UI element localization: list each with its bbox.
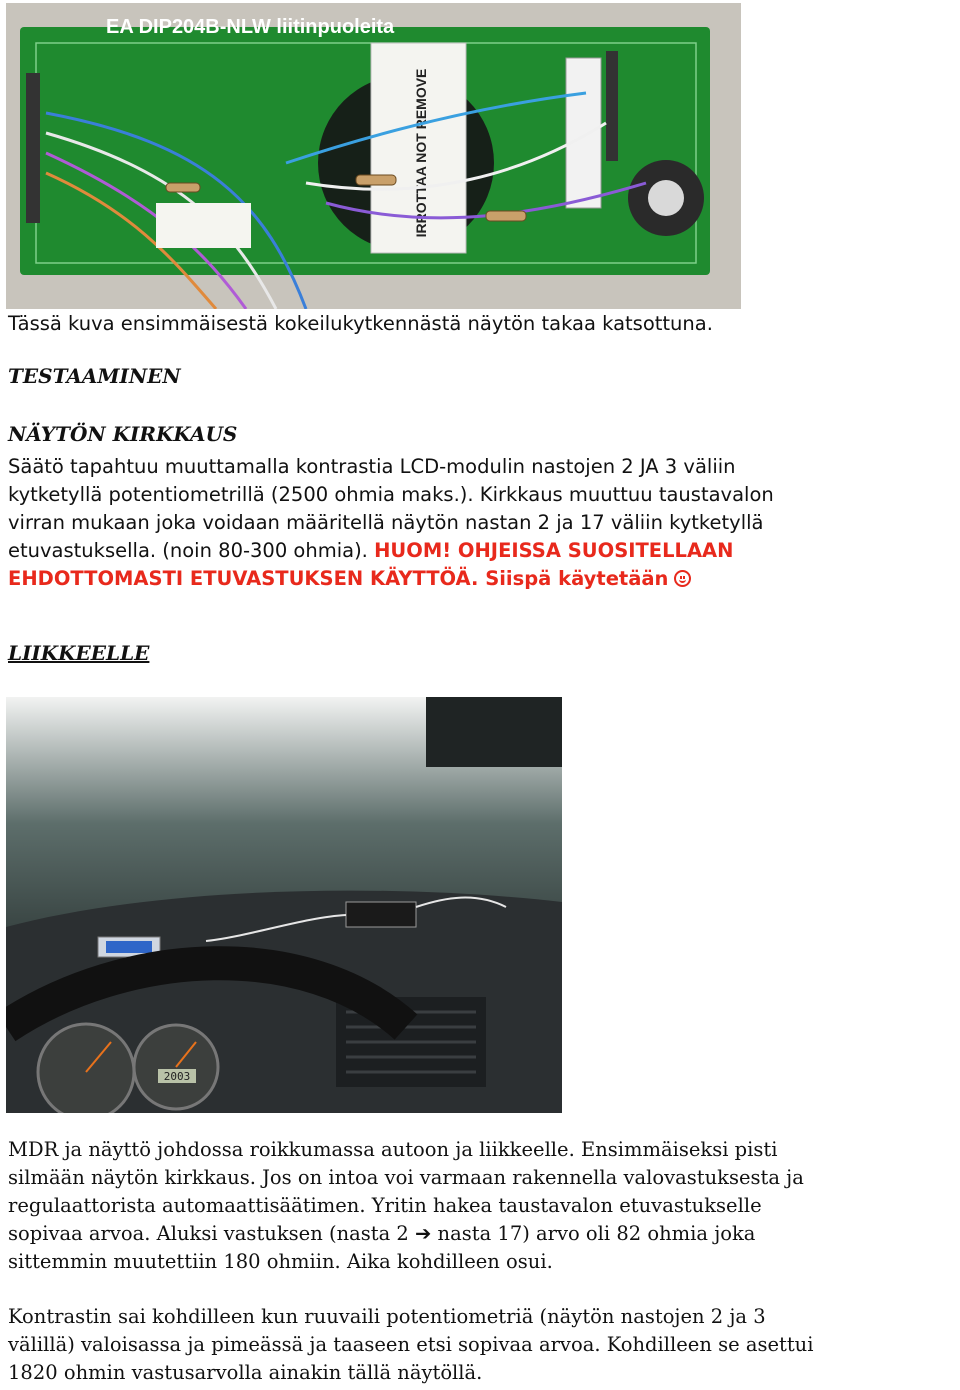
brightness-line: etuvastuksella. (noin 80-300 ohmia).: [8, 539, 375, 562]
pcb-caption: Tässä kuva ensimmäisestä kokeilukytkennästä näytön takaa katsottuna.: [8, 312, 713, 335]
warning-text: EHDOTTOMASTI ETUVASTUKSEN KÄYTTÖÄ. Siispä käytetään: [8, 567, 669, 590]
pcb-illustration: [6, 3, 741, 309]
motion-line: sittemmin muutettiin 180 ohmiin. Aika kohdilleen osui.: [8, 1250, 553, 1273]
heading-motion: LIIKKEELLE: [8, 641, 150, 665]
car-illustration: [6, 697, 562, 1113]
contrast-line: välillä) valoisassa ja pimeässä ja taaseen etsi sopivaa arvoa. Kohdilleen se asettui: [8, 1333, 814, 1356]
brightness-line-with-warning: [8, 539, 733, 562]
motion-line: regulaattorista automaattisäätimen. Yritin hakea taustavalon etuvastukselle: [8, 1194, 762, 1217]
brightness-line: kytketyllä potentiometrillä (2500 ohmia maks.). Kirkkaus muuttuu taustavalon: [8, 483, 774, 506]
warning-text: HUOM! OHJEISSA SUOSITELLAAN: [374, 539, 734, 562]
board-label: EA DIP204B-NLW liitinpuoleita: [106, 16, 395, 38]
brightness-line: virran mukaan joka voidaan määritellä näytön nastan 2 ja 17 väliin kytketyllä: [8, 511, 764, 534]
heading-testing: TESTAAMINEN: [8, 364, 181, 388]
pcb-photo: [6, 3, 741, 309]
brightness-line: Säätö tapahtuu muuttamalla kontrastia LCD-modulin nastojen 2 JA 3 väliin: [8, 455, 736, 478]
warning-text-line: [8, 567, 691, 590]
heading-brightness: NÄYTÖN KIRKKAUS: [8, 422, 238, 446]
motion-line: silmään näytön kirkkaus. Jos on intoa voi varmaan rakennella valovastuksesta ja: [8, 1166, 804, 1189]
contrast-line: Kontrastin sai kohdilleen kun ruuvaili potentiometriä (näytön nastojen 2 ja 3: [8, 1305, 766, 1328]
sticker-text: IRROTTAA NOT REMOVE: [413, 68, 429, 238]
contrast-line: 1820 ohmin vastusarvolla ainakin tällä näytöllä.: [8, 1361, 483, 1384]
motion-line: MDR ja näyttö johdossa roikkumassa autoon ja liikkeelle. Ensimmäiseksi pisti: [8, 1138, 778, 1161]
motion-line: sopivaa arvoa. Aluksi vastuksen (nasta 2 ➔ nasta 17) arvo oli 82 ohmia joka: [8, 1222, 756, 1245]
odometer-readout: 2003: [163, 1070, 191, 1083]
car-interior-photo: [6, 697, 562, 1113]
smiley-icon: [674, 570, 691, 587]
